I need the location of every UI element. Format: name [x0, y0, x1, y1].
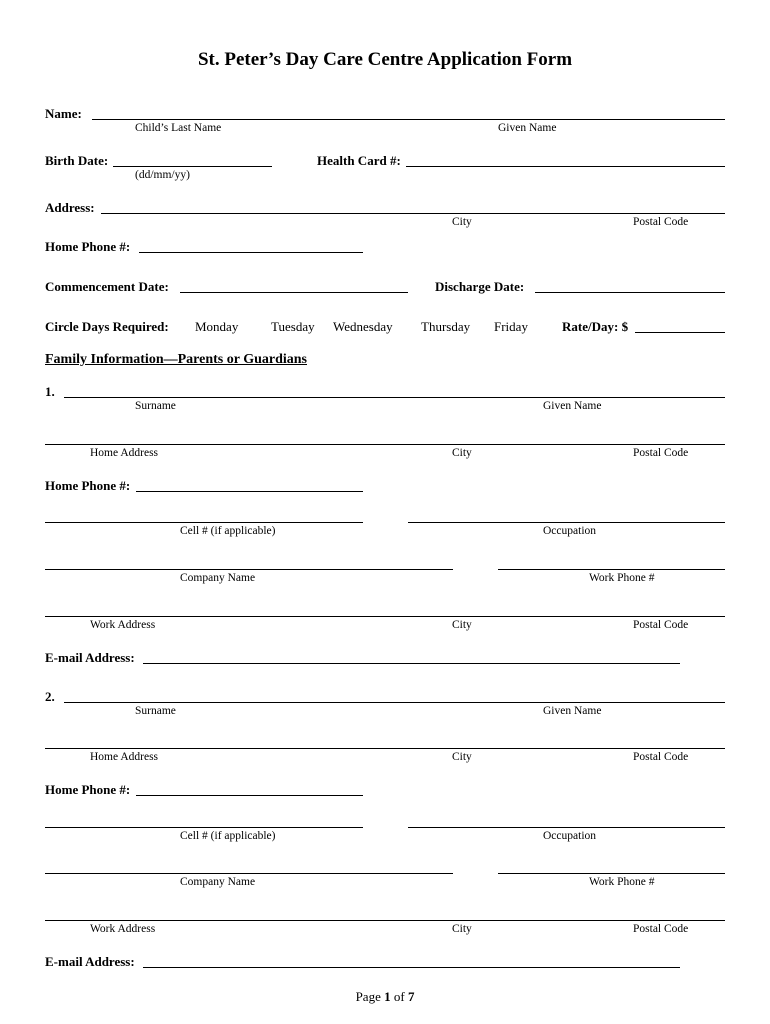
day-monday[interactable]: Monday [195, 319, 239, 334]
address-field[interactable] [101, 213, 725, 214]
guardian-1-city-caption: City [452, 447, 472, 459]
commencement-label: Commencement Date: [45, 279, 169, 294]
guardian-2-given-caption: Given Name [543, 705, 602, 717]
guardian-1-work-phone-field[interactable] [498, 569, 725, 570]
guardian-1-occupation-field[interactable] [408, 522, 725, 523]
birth-date-format: (dd/mm/yy) [135, 169, 190, 181]
guardian-1-work-address-field[interactable] [45, 616, 725, 617]
guardian-1-work-address-caption: Work Address [90, 619, 156, 631]
page-number [0, 990, 770, 1003]
health-card-field[interactable] [406, 166, 725, 167]
guardian-2-home-address-caption: Home Address [90, 751, 159, 763]
guardian-1-cell-field[interactable] [45, 522, 363, 523]
name-field[interactable] [92, 119, 725, 120]
day-thursday[interactable]: Thursday [421, 319, 471, 334]
guardian-1-work-phone-caption: Work Phone # [589, 572, 655, 584]
guardian-1-home-phone-label: Home Phone #: [45, 478, 131, 493]
home-phone-field[interactable] [139, 252, 363, 253]
guardian-1-number: 1. [45, 384, 55, 399]
address-label: Address: [45, 200, 95, 215]
guardian-2-work-address-caption: Work Address [90, 923, 156, 935]
guardian-1-home-address-caption: Home Address [90, 447, 159, 459]
guardian-2-cell-field[interactable] [45, 827, 363, 828]
guardian-2-company-field[interactable] [45, 873, 453, 874]
discharge-label: Discharge Date: [435, 279, 525, 294]
guardian-2-cell-caption: Cell # (if applicable) [180, 830, 276, 842]
discharge-field[interactable] [535, 292, 725, 293]
last-name-caption: Child’s Last Name [135, 122, 222, 134]
birth-date-field[interactable] [113, 166, 272, 167]
page-word: Page [355, 989, 381, 1004]
guardian-2-work-postal-caption: Postal Code [633, 923, 689, 935]
guardian-2-work-phone-field[interactable] [498, 873, 725, 874]
day-tuesday[interactable]: Tuesday [271, 319, 315, 334]
rate-label: Rate/Day: $ [562, 319, 629, 334]
guardian-1-name-field[interactable] [64, 397, 725, 398]
address-city-caption: City [452, 216, 472, 228]
given-name-caption: Given Name [498, 122, 557, 134]
guardian-2-work-address-field[interactable] [45, 920, 725, 921]
guardian-1-cell-caption: Cell # (if applicable) [180, 525, 276, 537]
guardian-1-company-field[interactable] [45, 569, 453, 570]
guardian-1-postal-caption: Postal Code [633, 447, 689, 459]
guardian-2-work-phone-caption: Work Phone # [589, 876, 655, 888]
guardian-2-work-city-caption: City [452, 923, 472, 935]
guardian-2-home-phone-label: Home Phone #: [45, 782, 131, 797]
family-heading: Family Information—Parents or Guardians [45, 352, 307, 367]
page-current: 1 [384, 989, 391, 1004]
guardian-2-name-field[interactable] [64, 702, 725, 703]
guardian-2-home-address-field[interactable] [45, 748, 725, 749]
day-wednesday[interactable]: Wednesday [333, 319, 393, 334]
form-title: St. Peter’s Day Care Centre Application Form [197, 49, 573, 70]
guardian-1-occupation-caption: Occupation [543, 525, 597, 537]
commencement-field[interactable] [180, 292, 408, 293]
guardian-1-email-label: E-mail Address: [45, 650, 135, 665]
address-postal-caption: Postal Code [633, 216, 689, 228]
guardian-1-work-city-caption: City [452, 619, 472, 631]
guardian-1-company-caption: Company Name [180, 572, 256, 584]
guardian-1-surname-caption: Surname [135, 400, 176, 412]
guardian-2-surname-caption: Surname [135, 705, 176, 717]
name-label: Name: [45, 106, 82, 121]
health-card-label: Health Card #: [317, 153, 401, 168]
guardian-2-home-phone-field[interactable] [136, 795, 363, 796]
guardian-2-number: 2. [45, 689, 55, 704]
guardian-1-home-phone-field[interactable] [136, 491, 363, 492]
page-of-word: of [393, 989, 405, 1004]
birth-date-label: Birth Date: [45, 153, 109, 168]
guardian-2-occupation-caption: Occupation [543, 830, 597, 842]
guardian-1-work-postal-caption: Postal Code [633, 619, 689, 631]
day-friday[interactable]: Friday [494, 319, 528, 334]
guardian-2-city-caption: City [452, 751, 472, 763]
guardian-2-company-caption: Company Name [180, 876, 256, 888]
days-label: Circle Days Required: [45, 319, 169, 334]
page-total: 7 [407, 989, 415, 1004]
guardian-1-home-address-field[interactable] [45, 444, 725, 445]
guardian-2-postal-caption: Postal Code [633, 751, 689, 763]
guardian-2-email-label: E-mail Address: [45, 954, 135, 969]
home-phone-label: Home Phone #: [45, 239, 131, 254]
guardian-1-email-field[interactable] [143, 663, 680, 664]
rate-field[interactable] [635, 332, 725, 333]
guardian-2-occupation-field[interactable] [408, 827, 725, 828]
guardian-1-given-caption: Given Name [543, 400, 602, 412]
guardian-2-email-field[interactable] [143, 967, 680, 968]
